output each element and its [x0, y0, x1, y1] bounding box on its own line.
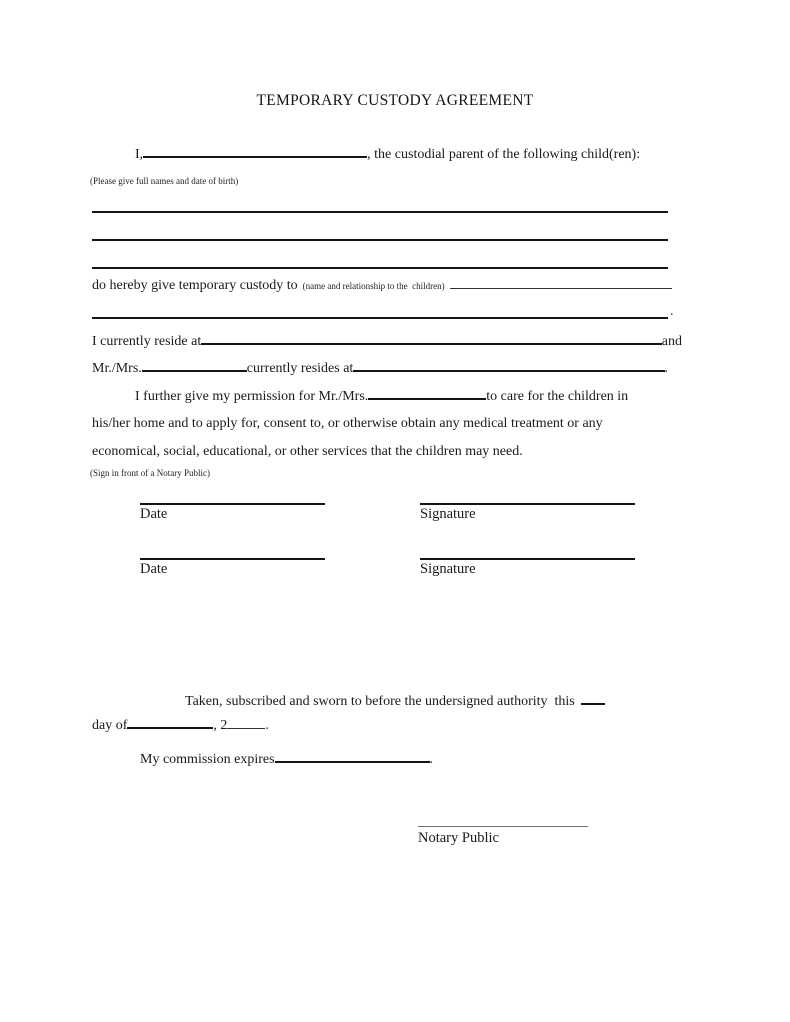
- reside-line: [92, 333, 682, 351]
- reside-prefix: I currently reside at: [92, 334, 202, 349]
- intro-line: [135, 146, 640, 164]
- document-title: TEMPORARY CUSTODY AGREEMENT: [256, 92, 534, 109]
- reside-and: and: [661, 334, 682, 349]
- sign-note: (Sign in front of a Notary Public): [90, 468, 210, 478]
- children-names-blank-2[interactable]: [92, 239, 668, 241]
- signature-label-2: Signature: [420, 561, 476, 577]
- commission-period: .: [429, 752, 434, 767]
- permission-line1: [135, 388, 683, 406]
- relationship-note: (name and relationship to the children): [302, 281, 445, 291]
- custodial-parent-name-blank[interactable]: [143, 155, 367, 158]
- notary-signature-blank[interactable]: [418, 826, 588, 827]
- comma-two-text: , 2: [213, 718, 228, 733]
- mr-mrs-prefix: Mr./Mrs.: [92, 361, 142, 376]
- permission-line1-prefix: I further give my permission for Mr./Mrs.: [135, 389, 369, 404]
- sworn-day-number-blank[interactable]: [581, 702, 605, 705]
- commission-prefix: My commission expires: [140, 752, 275, 767]
- custodian-residence-line: [92, 360, 668, 378]
- resides-mid: currently resides at: [246, 361, 354, 376]
- custodian-title-name-blank[interactable]: [142, 369, 247, 372]
- day-of-text: day of: [92, 718, 128, 733]
- commission-line: [140, 751, 433, 769]
- permission-custodian-name-blank[interactable]: [368, 397, 486, 400]
- custodian-name-continued-blank[interactable]: [92, 317, 668, 319]
- signature-label-1: Signature: [420, 506, 476, 522]
- custodian-name-blank[interactable]: [450, 287, 672, 289]
- custodian-address-blank[interactable]: [353, 369, 664, 372]
- notary-label: Notary Public: [418, 830, 499, 846]
- date-line-2[interactable]: [140, 558, 325, 560]
- custody-sentence-period: .: [670, 304, 674, 319]
- sworn-period: .: [265, 718, 269, 733]
- permission-line1-suffix: to care for the children in: [486, 389, 629, 404]
- signature-line-1[interactable]: [420, 503, 635, 505]
- names-note: (Please give full names and date of birth): [90, 176, 239, 186]
- children-names-blank-1[interactable]: [92, 211, 668, 213]
- month-blank[interactable]: [127, 726, 213, 729]
- children-names-blank-3[interactable]: [92, 267, 668, 269]
- residence-sentence-period: .: [664, 361, 668, 376]
- signature-line-2[interactable]: [420, 558, 635, 560]
- sworn-line1: [185, 693, 605, 711]
- date-label-1: Date: [140, 506, 168, 522]
- date-line-1[interactable]: [140, 503, 325, 505]
- intro-custodial-suffix: , the custodial parent of the following child(ren):: [367, 147, 641, 162]
- commission-date-blank[interactable]: [275, 760, 430, 763]
- sworn-line2: [92, 717, 269, 735]
- custody-grant-line: [92, 277, 672, 295]
- custody-lead: do hereby give temporary custody to: [92, 278, 298, 293]
- year-blank[interactable]: [227, 727, 265, 729]
- sworn-prefix: Taken, subscribed and sworn to before the undersigned authority this: [185, 694, 575, 709]
- custodial-address-blank[interactable]: [201, 342, 662, 345]
- permission-line3: economical, social, educational, or other services that the children may need.: [92, 444, 523, 459]
- intro-i-prefix: I,: [135, 147, 144, 162]
- date-label-2: Date: [140, 561, 168, 577]
- permission-line2: his/her home and to apply for, consent to, or otherwise obtain any medical treatment or any: [92, 416, 603, 431]
